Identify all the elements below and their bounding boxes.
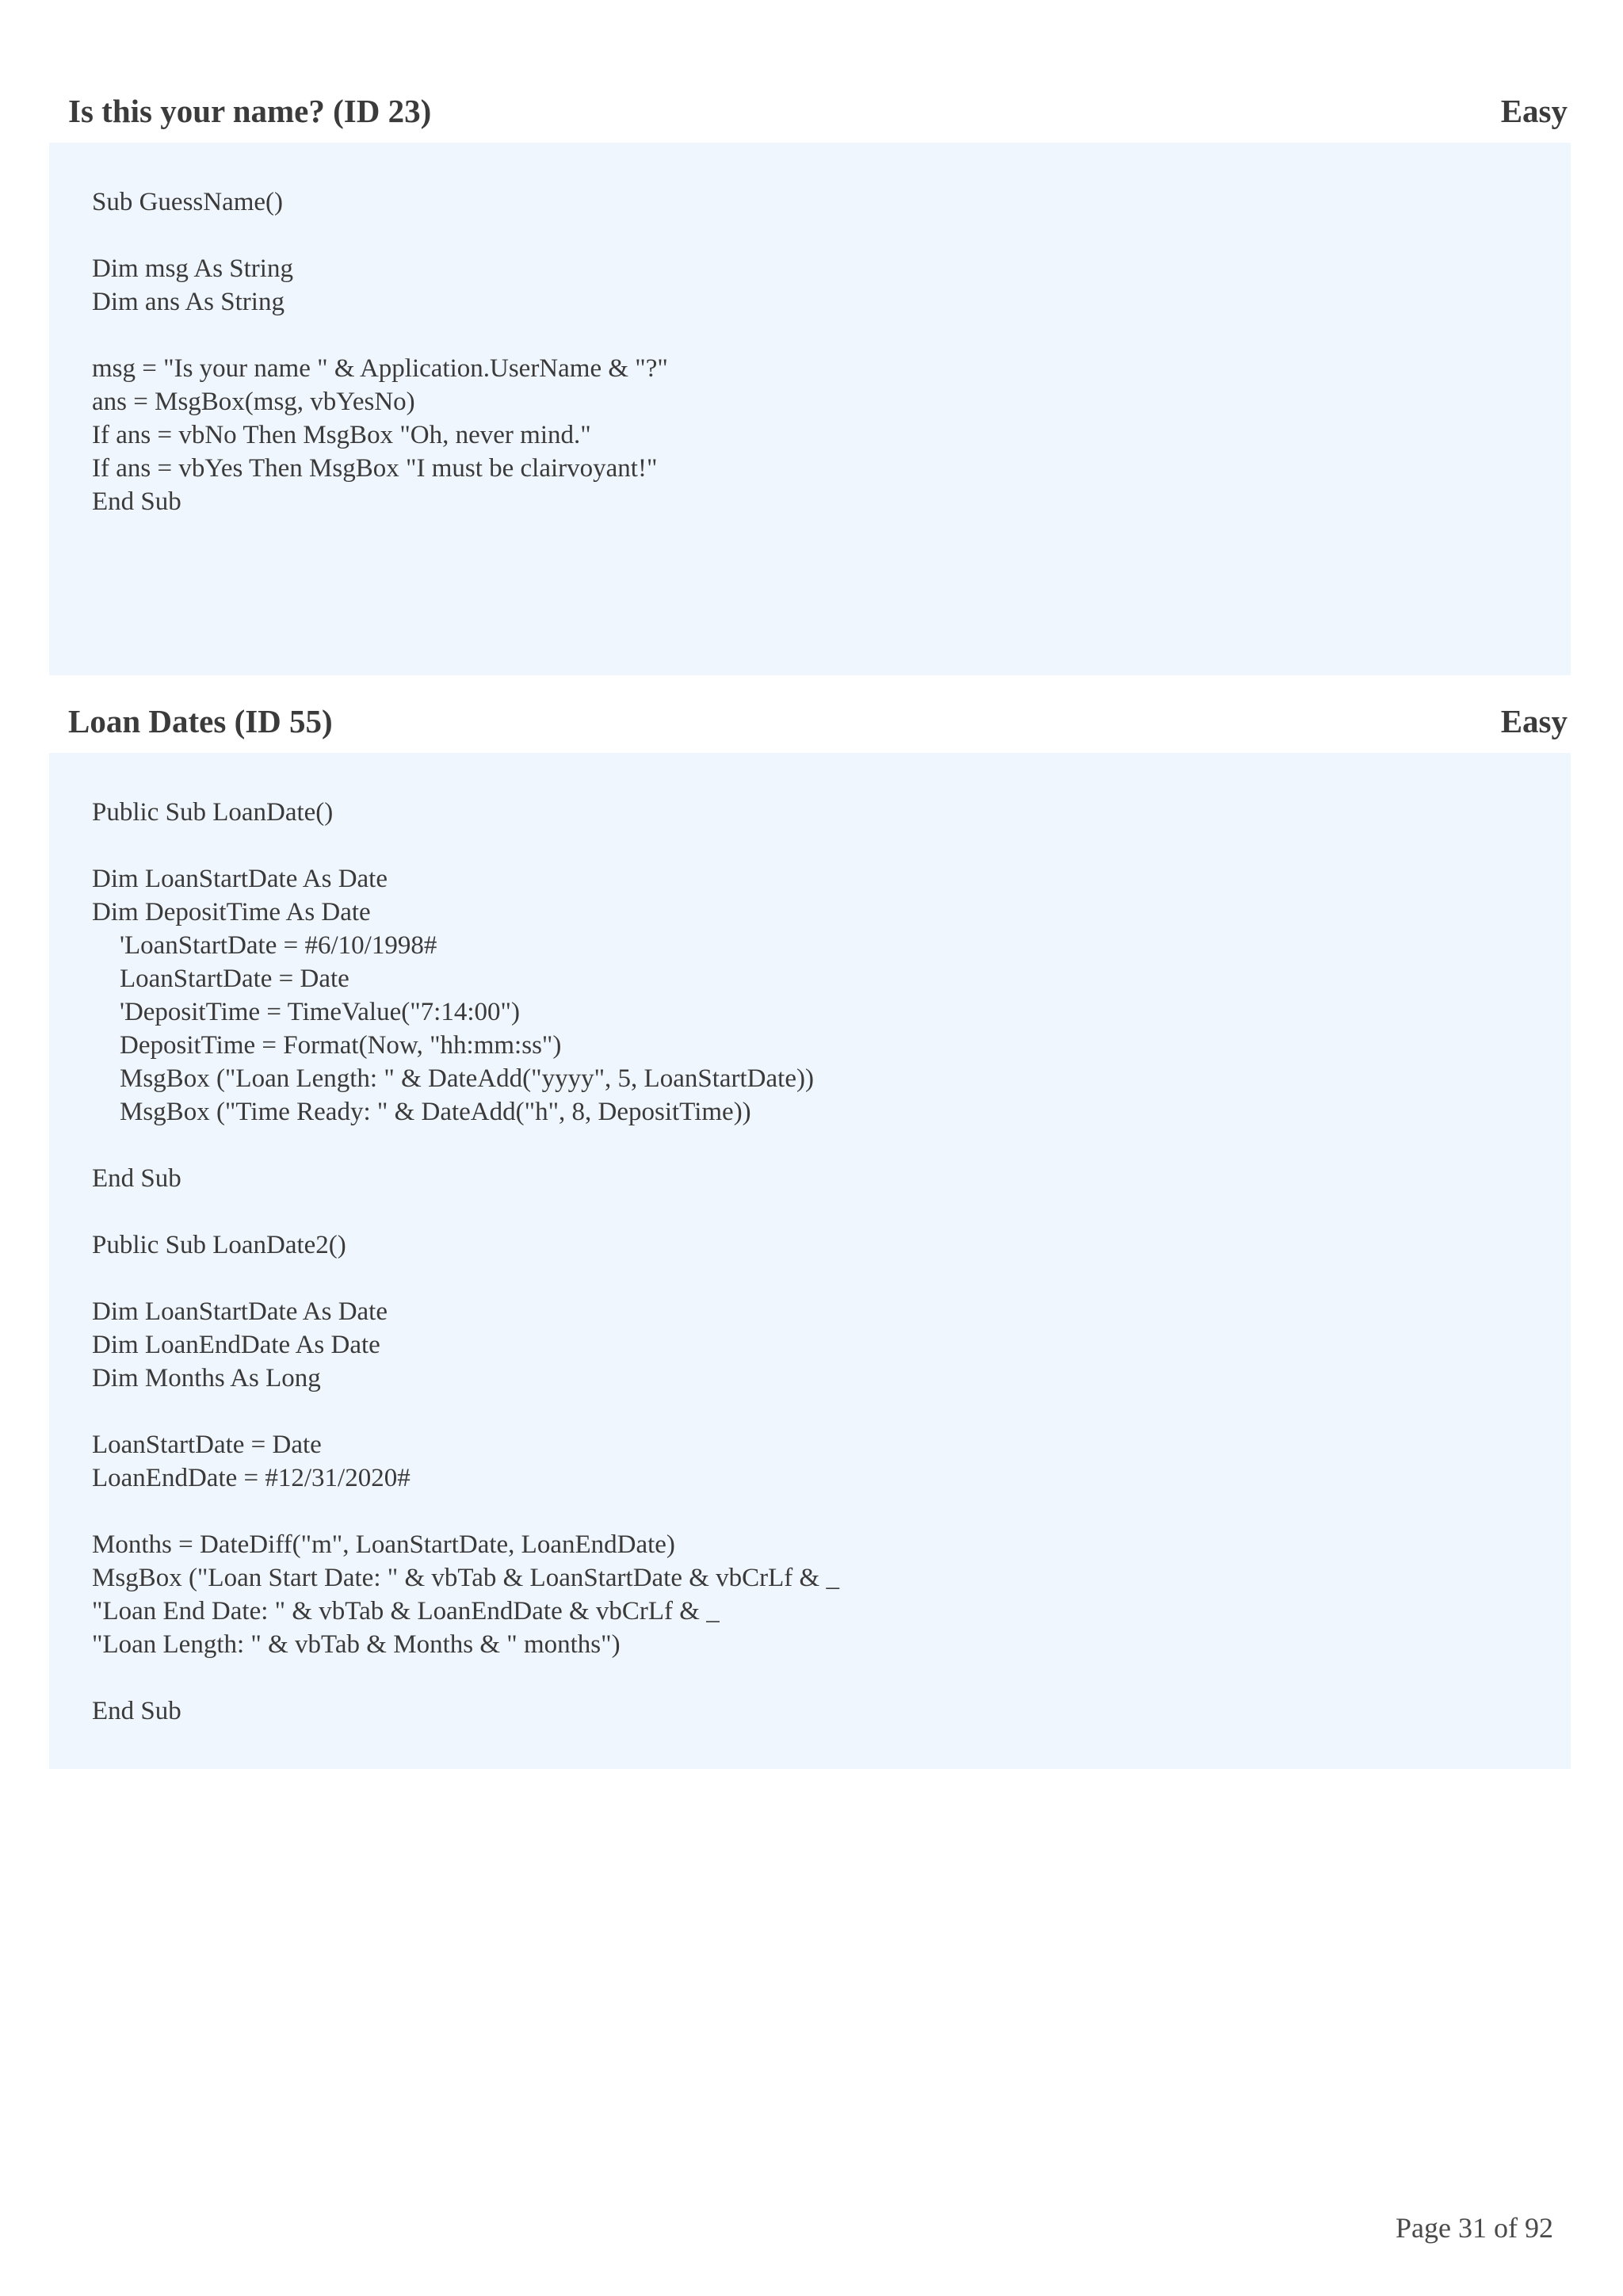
code-line: DepositTime = Format(Now, "hh:mm:ss") — [120, 1031, 562, 1060]
code-line: Months = DateDiff("m", LoanStartDate, LoanEndDate) — [92, 1530, 675, 1559]
section-header-loan-dates — [68, 697, 1568, 745]
code-block-guess-name — [49, 143, 1571, 675]
section-title: Is this your name? (ID 23) — [68, 93, 432, 129]
code-line: Dim DepositTime As Date — [92, 898, 371, 926]
code-line: End Sub — [92, 1697, 181, 1725]
code-line: Public Sub LoanDate() — [92, 798, 334, 827]
code-line-blank — [92, 1262, 1539, 1295]
code-line: MsgBox ("Loan Length: " & DateAdd("yyyy", 5, LoanStartDate)) — [120, 1064, 814, 1093]
code-line: MsgBox ("Time Ready: " & DateAdd("h", 8, DepositTime)) — [120, 1098, 751, 1126]
code-line-blank — [92, 1495, 1539, 1528]
code-line: Dim Months As Long — [92, 1364, 321, 1392]
code-line: Dim LoanEndDate As Date — [92, 1331, 380, 1359]
section-title: Loan Dates (ID 55) — [68, 703, 333, 739]
code-line-blank — [92, 1129, 1539, 1162]
code-line: "Loan End Date: " & vbTab & LoanEndDate & vbCrLf & _ — [92, 1597, 720, 1626]
code-line: If ans = vbYes Then MsgBox "I must be clairvoyant!" — [92, 454, 658, 483]
section-header-guess-name — [68, 87, 1568, 135]
code-line: ans = MsgBox(msg, vbYesNo) — [92, 388, 415, 416]
code-line: Dim LoanStartDate As Date — [92, 865, 388, 893]
code-line-blank — [92, 1661, 1539, 1694]
code-line: End Sub — [92, 487, 181, 516]
code-line-blank — [92, 319, 1539, 352]
code-line: Dim LoanStartDate As Date — [92, 1297, 388, 1326]
code-line-blank — [92, 1195, 1539, 1228]
code-line: Dim ans As String — [92, 288, 285, 316]
code-line: Public Sub LoanDate2() — [92, 1231, 346, 1259]
code-line-blank — [92, 829, 1539, 862]
page-number: Page 31 of 92 — [1396, 2212, 1553, 2244]
difficulty-label: Easy — [1500, 703, 1568, 739]
code-line-blank — [92, 219, 1539, 252]
code-line: LoanStartDate = Date — [92, 1431, 322, 1459]
code-block-loan-dates — [49, 753, 1571, 1769]
code-line: LoanEndDate = #12/31/2020# — [92, 1464, 411, 1492]
code-line: 'LoanStartDate = #6/10/1998# — [120, 931, 437, 960]
code-line: MsgBox ("Loan Start Date: " & vbTab & LoanStartDate & vbCrLf & _ — [92, 1564, 839, 1592]
code-line: Dim msg As String — [92, 254, 293, 283]
code-line: msg = "Is your name " & Application.UserName & "?" — [92, 354, 668, 383]
code-line: 'DepositTime = TimeValue("7:14:00") — [120, 998, 520, 1026]
code-line: If ans = vbNo Then MsgBox "Oh, never mind." — [92, 421, 591, 449]
code-line-blank — [92, 1395, 1539, 1428]
code-line: LoanStartDate = Date — [120, 965, 349, 993]
code-line: Sub GuessName() — [92, 188, 284, 216]
code-line: "Loan Length: " & vbTab & Months & " months") — [92, 1630, 621, 1659]
difficulty-label: Easy — [1500, 93, 1568, 129]
code-line: End Sub — [92, 1164, 181, 1193]
